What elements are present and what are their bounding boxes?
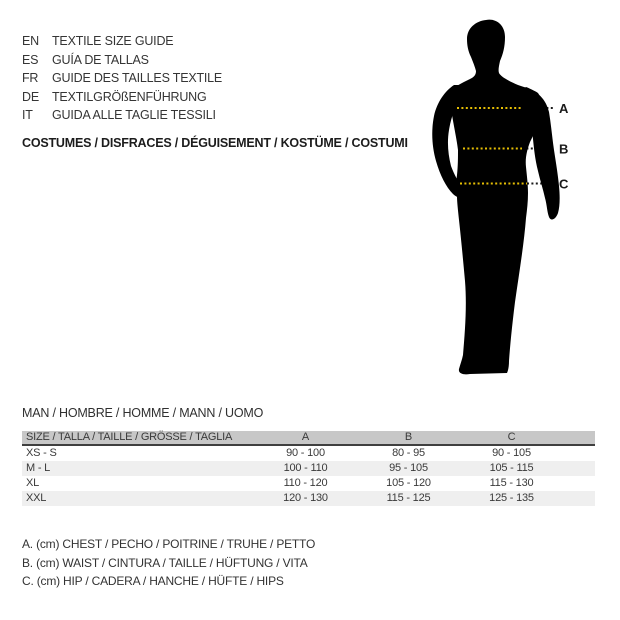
size-cell: XL bbox=[26, 477, 40, 489]
size-cell: XS - S bbox=[26, 447, 57, 459]
language-label: GUÍA DE TALLAS bbox=[52, 52, 149, 67]
hip-label: C bbox=[559, 176, 569, 192]
waist-range-cell: 105 - 120 bbox=[386, 477, 431, 489]
language-row-it bbox=[22, 106, 222, 125]
section-heading-man: MAN / HOMBRE / HOMME / MANN / UOMO bbox=[22, 406, 264, 420]
chest-range-cell: 90 - 100 bbox=[286, 447, 325, 459]
chest-range-cell: 100 - 110 bbox=[283, 462, 328, 474]
size-table bbox=[22, 431, 595, 506]
language-row-es bbox=[22, 51, 222, 70]
column-header-c: C bbox=[460, 431, 563, 445]
size-figure bbox=[400, 0, 620, 400]
language-label: TEXTILE SIZE GUIDE bbox=[52, 34, 174, 49]
waist-range-cell: 95 - 105 bbox=[389, 462, 428, 474]
size-table-header-row bbox=[22, 431, 595, 445]
size-cell: XXL bbox=[26, 492, 47, 504]
language-label: GUIDA ALLE TAGLIE TESSILI bbox=[52, 108, 216, 123]
hip-range-cell: 90 - 105 bbox=[492, 447, 531, 459]
table-row-m-l bbox=[22, 461, 595, 476]
hip-range-cell: 125 - 135 bbox=[489, 492, 534, 504]
language-row-de bbox=[22, 88, 222, 107]
chest-range-cell: 110 - 120 bbox=[283, 477, 328, 489]
chest-label: A bbox=[559, 101, 569, 116]
language-list bbox=[22, 32, 222, 125]
male-silhouette-graphic bbox=[400, 0, 620, 400]
language-row-fr bbox=[22, 69, 222, 88]
table-row-xl bbox=[22, 476, 595, 491]
filler-cell bbox=[563, 476, 595, 491]
hip-range-cell: 115 - 130 bbox=[489, 477, 534, 489]
language-code: FR bbox=[22, 71, 39, 86]
waist-range-cell: 80 - 95 bbox=[392, 447, 425, 459]
waist-range-cell: 115 - 125 bbox=[386, 492, 431, 504]
note-hip: C. (cm) HIP / CADERA / HANCHE / HÜFTE / HIPS bbox=[22, 574, 284, 589]
language-label: GUIDE DES TAILLES TEXTILE bbox=[52, 71, 223, 86]
header-filler-cell bbox=[563, 431, 595, 445]
size-column-header: SIZE / TALLA / TAILLE / GRÖSSE / TAGLIA bbox=[22, 431, 254, 445]
language-row-en bbox=[22, 32, 222, 51]
table-row-xxl bbox=[22, 491, 595, 506]
language-code: DE bbox=[22, 89, 39, 104]
language-code: ES bbox=[22, 52, 39, 67]
size-cell: M - L bbox=[26, 462, 51, 474]
language-label: TEXTILGRÖßENFÜHRUNG bbox=[52, 89, 207, 104]
filler-cell bbox=[563, 445, 595, 461]
column-header-b: B bbox=[357, 431, 460, 445]
category-heading: COSTUMES / DISFRACES / DÉGUISEMENT / KOSTÜME / COSTUMI bbox=[22, 136, 408, 150]
column-header-a: A bbox=[254, 431, 357, 445]
table-row-xs-s bbox=[22, 445, 595, 461]
waist-label: B bbox=[559, 141, 569, 157]
language-code: IT bbox=[22, 108, 33, 123]
measurement-notes bbox=[22, 535, 315, 591]
note-waist: B. (cm) WAIST / CINTURA / TAILLE / HÜFTUNG / VITA bbox=[22, 555, 308, 570]
chest-range-cell: 120 - 130 bbox=[283, 492, 328, 504]
filler-cell bbox=[563, 491, 595, 506]
note-chest: A. (cm) CHEST / PECHO / POITRINE / TRUHE / PETTO bbox=[22, 537, 316, 552]
language-code: EN bbox=[22, 34, 39, 49]
hip-range-cell: 105 - 115 bbox=[489, 462, 534, 474]
filler-cell bbox=[563, 461, 595, 476]
